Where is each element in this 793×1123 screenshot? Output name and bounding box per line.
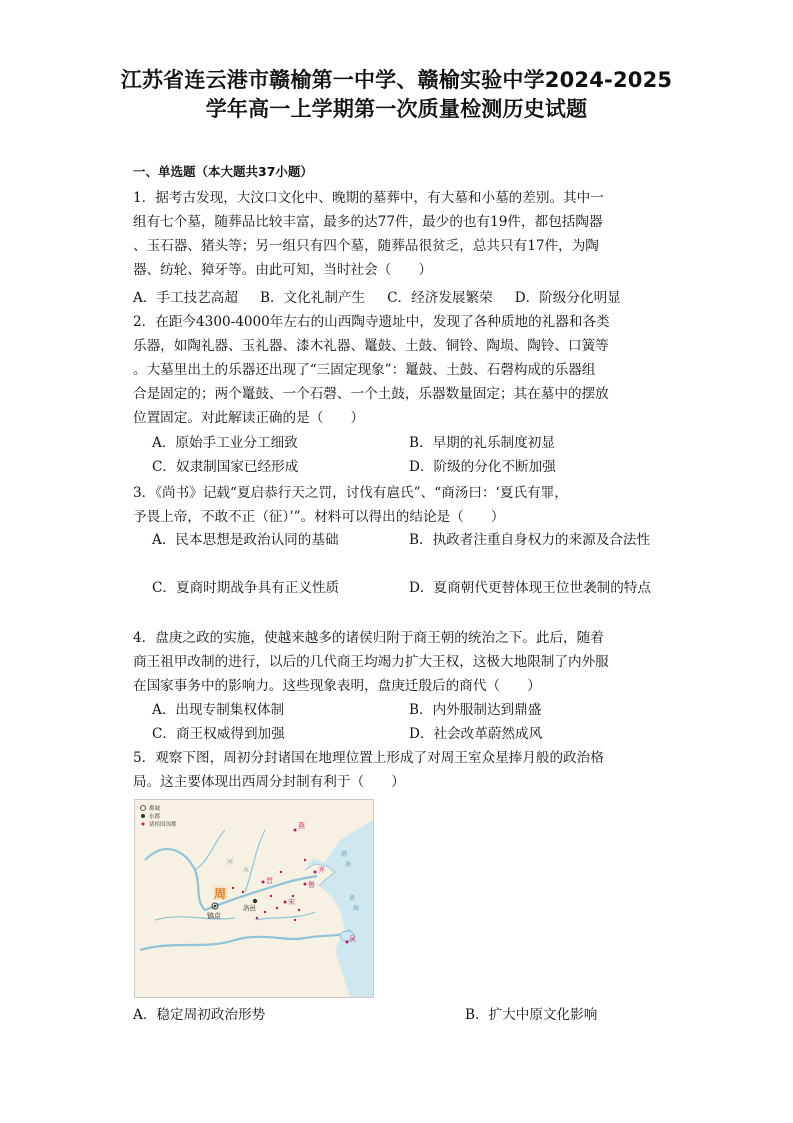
map-graphic [135, 800, 373, 997]
river-label: 水 [243, 867, 250, 874]
question-line: 位置固定。对此解读正确的是（ ） [133, 410, 365, 426]
han-river [155, 917, 235, 920]
tributary [195, 830, 225, 870]
option-b[interactable]: B．文化礼制产生 [259, 290, 366, 306]
jin-label: 晋 [266, 877, 273, 885]
vassal-dot [304, 859, 306, 861]
vassal-capital-symbol-icon [142, 823, 145, 826]
vassal-dot [292, 895, 294, 897]
question-line: 5．观察下图，周初分封诸国在地理位置上形成了对周王室众星捧月般的政治格 [133, 750, 604, 766]
yan-label: 燕 [298, 822, 305, 830]
question-line: 、玉石器、猪头等；另一组只有四个墓，随葬品很贫乏，总共只有17件，为陶 [133, 238, 599, 254]
option-d[interactable]: D．阶级分化明显 [514, 290, 621, 306]
vassal-dot [294, 919, 296, 921]
exam-title [120, 66, 673, 124]
sea-label: 黄 [349, 895, 356, 902]
zhou-label: 周 [214, 887, 227, 901]
question-line: 组有七个墓，随葬品比较丰富，最多的达77件，最少的也有19件，都包括陶器 [133, 214, 603, 230]
sea-area [305, 820, 373, 997]
option-b[interactable]: B．内外服制达到鼎盛 [409, 702, 542, 718]
option-d[interactable]: D．阶级的分化不断加强 [409, 459, 556, 475]
option-c[interactable]: C．商王权威得到加强 [152, 726, 285, 742]
western-zhou-map [134, 799, 374, 998]
qi-marker [314, 871, 317, 874]
question-line: 2．在距今4300-4000年左右的山西陶寺遗址中，发现了各种质地的礼器和各类 [133, 314, 610, 330]
question-line: 3．《尚书》记载“夏启恭行天之罚，讨伐有扈氏”、“商汤曰：‘夏氏有罪， [133, 485, 568, 501]
lu-marker [304, 883, 307, 886]
lu-label: 鲁 [308, 881, 315, 889]
capital-symbol-icon [141, 806, 146, 811]
title-line-2: 学年高一上学期第一次质量检测历史试题 [205, 97, 588, 121]
question-line: 商王祖甲改制的进行，以后的几代商王均竭力扩大王权，这极大地限制了内外服 [133, 654, 609, 670]
option-a[interactable]: A．稳定周初政治形势 [133, 1007, 266, 1023]
sea-label: 海 [345, 861, 352, 868]
legend-capital: 都城 [149, 806, 161, 812]
song-marker [284, 901, 287, 904]
haojing-label: 镐京 [207, 912, 221, 920]
vassal-dot [264, 911, 266, 913]
option-c[interactable]: C．经济发展繁荣 [387, 290, 493, 306]
question-line: 器、纺轮、獐牙等。由此可知，当时社会（ ） [133, 262, 433, 278]
title-line-1: 江苏省连云港市赣榆第一中学、赣榆实验中学2024-2025 [120, 68, 673, 92]
question-line: 乐器，如陶礼器、玉礼器、漆木礼器、鼍鼓、土鼓、铜铃、陶埙、陶铃、口簧等 [133, 338, 609, 354]
question-line: 4．盘庚之政的实施，使越来越多的诸侯归附于商王朝的统治之下。此后，随着 [133, 630, 604, 646]
vassal-dot [232, 887, 234, 889]
vassal-dot [276, 907, 278, 909]
legend-vassal: 诸侯国国都 [149, 822, 177, 828]
luoyi-label: 洛邑 [243, 904, 256, 912]
section-heading: 一、单选题（本大题共37小题） [133, 164, 313, 179]
question-3 [133, 481, 667, 529]
map-legend [141, 804, 178, 828]
qi-label: 齐 [318, 866, 325, 874]
question-line: 在国家事务中的影响力。这些现象表明，盘庚迁殷后的商代（ ） [133, 678, 541, 694]
question-1-options [133, 286, 693, 310]
question-line: 合是固定的；两个鼍鼓、一个石磬、一个土鼓，乐器数量固定；其在墓中的摆放 [133, 386, 609, 402]
eastern-capital-symbol-icon [141, 814, 145, 818]
option-b[interactable]: B．早期的礼乐制度初显 [409, 435, 555, 451]
option-a[interactable]: A．手工技艺高超 [133, 290, 238, 306]
option-a[interactable]: A．原始手工业分工细致 [152, 435, 298, 451]
legend-eastern-capital: 东都 [149, 814, 161, 820]
option-d[interactable]: D．社会改革蔚然成风 [409, 726, 543, 742]
question-line: 。大墓里出土的乐器还出现了“三固定现象”：鼍鼓、土鼓、石磬构成的乐器组 [133, 362, 596, 378]
option-c[interactable]: C．夏商时期战争具有正义性质 [152, 580, 340, 596]
haojing-dot [214, 905, 216, 907]
option-b[interactable]: B．扩大中原文化影响 [465, 1007, 598, 1023]
luoyi-marker-icon [253, 899, 257, 903]
question-line: 1．据考古发现，大汶口文化中、晚期的墓葬中，有大墓和小墓的差别。其中一 [133, 190, 604, 206]
yan-marker [294, 829, 297, 832]
question-1 [133, 186, 667, 282]
option-a[interactable]: A．民本思想是政治认同的基础 [152, 532, 339, 548]
song-label: 宋 [288, 898, 295, 906]
vassal-dot [280, 871, 282, 873]
yangtze-river [140, 930, 350, 950]
question-line: 局。这主要体现出西周分封制有利于（ ） [133, 774, 405, 790]
vassal-dot [242, 891, 244, 893]
question-5 [133, 746, 667, 794]
vassal-dot [298, 909, 300, 911]
huai-river [255, 912, 315, 920]
sea-label: 海 [353, 905, 360, 912]
option-c[interactable]: C．奴隶制国家已经形成 [152, 459, 299, 475]
question-line: 予畏上帝，不敢不正（征）’”。材料可以得出的结论是（ ） [133, 509, 505, 525]
sea-label: 渤 [341, 851, 348, 858]
option-d[interactable]: D．夏商朝代更替体现王位世袭制的特点 [409, 580, 651, 596]
vassal-dot [270, 895, 272, 897]
option-a[interactable]: A．出现专制集权体制 [152, 702, 285, 718]
question-2 [133, 310, 667, 430]
river-label: 河 [227, 859, 234, 866]
option-b[interactable]: B．执政者注重自身权力的来源及合法性 [409, 532, 651, 548]
wu-label: 吴 [349, 935, 356, 943]
vassal-dot [256, 917, 258, 919]
question-4 [133, 626, 667, 698]
jin-marker [262, 881, 265, 884]
